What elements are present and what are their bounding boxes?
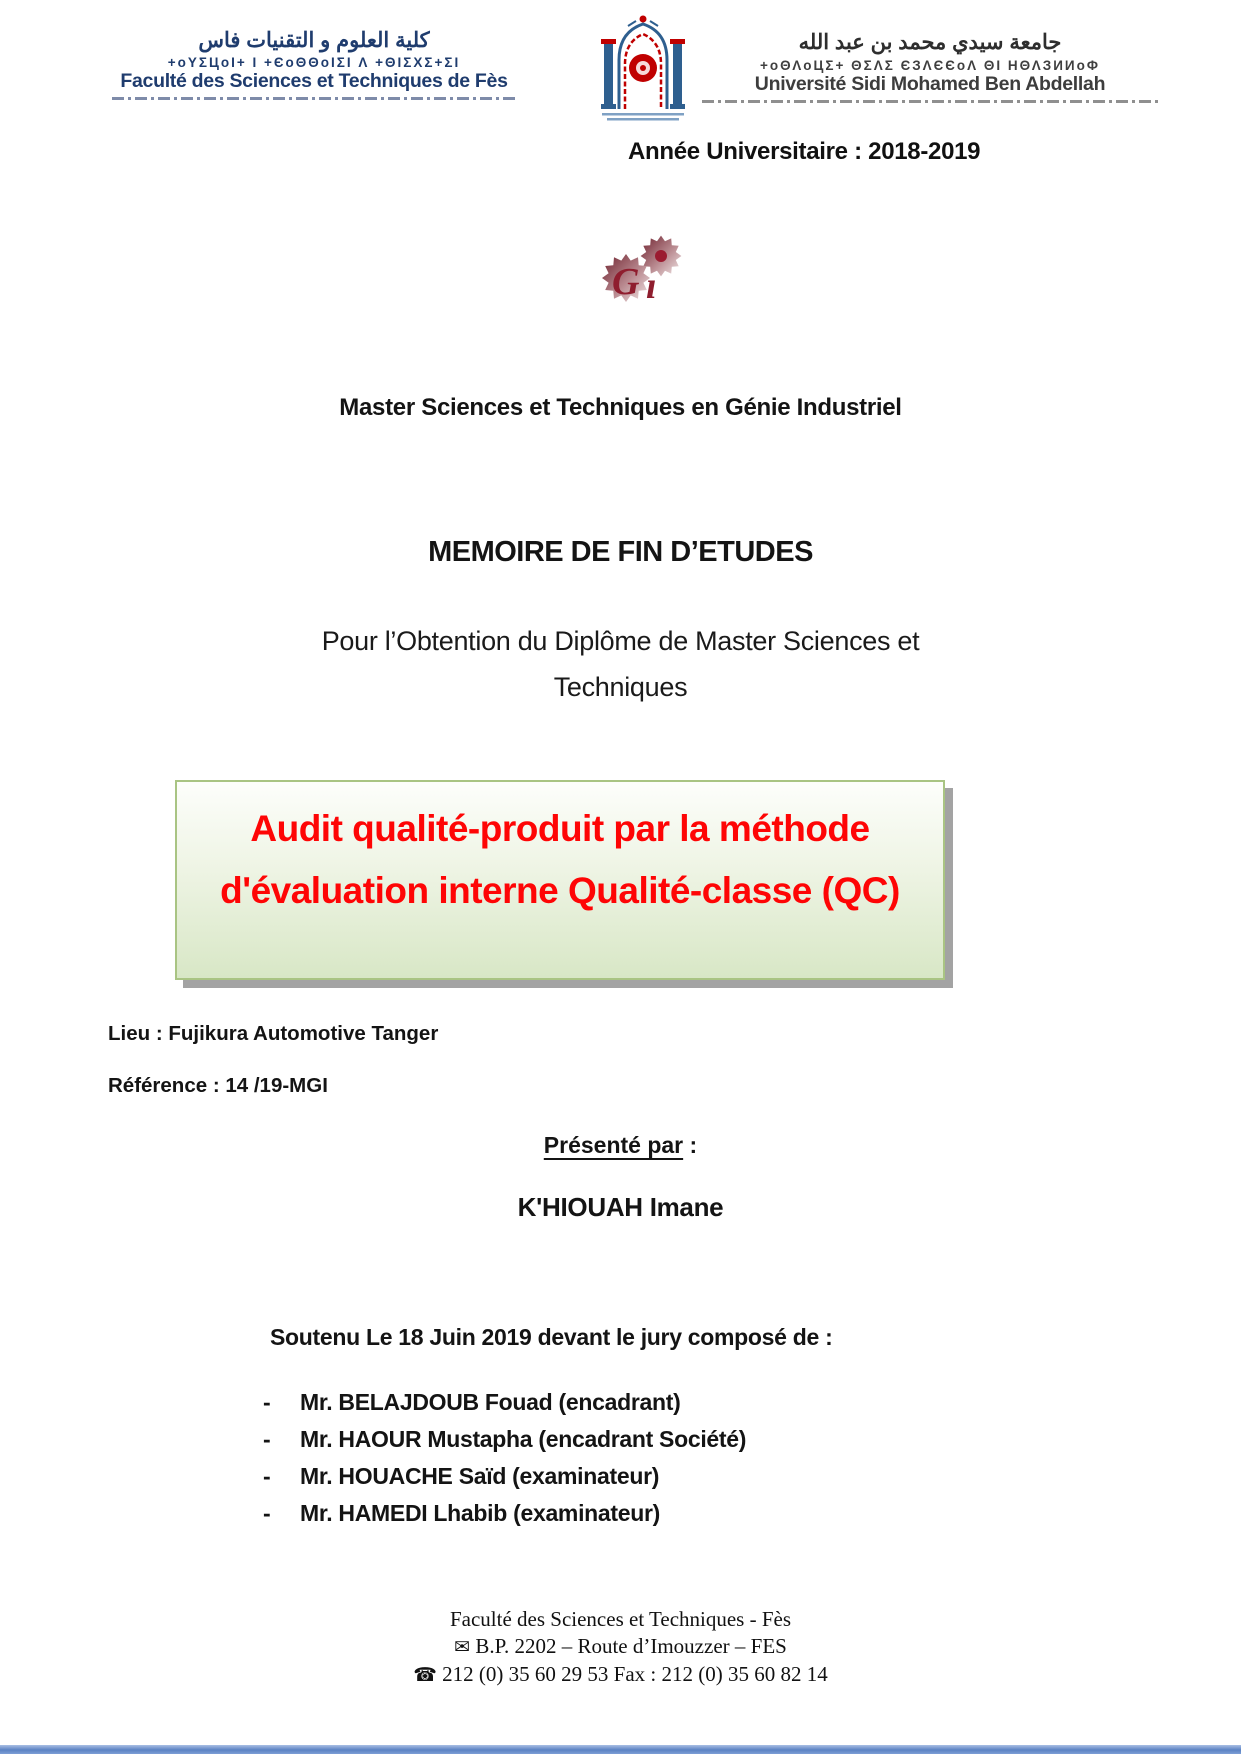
usmba-arabic-name: جامعة سيدي محمد بن عبد الله [798, 31, 1062, 54]
jury-dash: - [263, 1463, 271, 1489]
jury-member [263, 1495, 746, 1532]
usmba-dash-divider [702, 100, 1158, 103]
fst-fes-logo-block [112, 28, 516, 100]
footer-faculty-line: Faculté des Sciences et Techniques - Fès [449, 1607, 792, 1631]
page-footer [0, 1606, 1241, 1689]
location-line: Lieu : Fujikura Automotive Tanger [108, 1022, 439, 1045]
jury-member [263, 1384, 746, 1421]
jury-dash: - [263, 1500, 271, 1526]
jury-dash: - [263, 1426, 271, 1452]
thesis-title-line-2: d'évaluation interne Qualité-classe (QC) [220, 870, 900, 911]
footer-address-text: B.P. 2202 – Route d’Imouzzer – FES [475, 1634, 787, 1658]
fst-french-name: Faculté des Sciences et Techniques de Fès [120, 70, 508, 92]
reference-line: Référence : 14 /19-MGI [108, 1074, 328, 1097]
jury-member-name: Mr. BELAJDOUB Fouad (encadrant) [300, 1389, 681, 1415]
jury-member-name: Mr. HAOUR Mustapha (encadrant Société) [300, 1426, 747, 1452]
usmba-tifinagh-name: +oΘΛoЦΣ+ ΘΣΛΣ ЄЗΛЄЄoΛ ΘІ ΗΘΛЗИИoΦ [760, 58, 1100, 73]
memoire-heading: MEMOIRE DE FIN D’ETUDES [428, 536, 813, 568]
page-bottom-border [0, 1745, 1241, 1754]
gi-letter-i: ı [646, 265, 657, 304]
fst-tifinagh-name: +oYΣЦoІ+ І +ЄoΘΘoІΣІ Λ +ΘІΣXΣ+ΣІ [167, 55, 461, 70]
author-name: K'HIOUAH Imane [517, 1192, 724, 1222]
jury-member-name: Mr. HAMEDI Lhabib (examinateur) [300, 1500, 661, 1526]
thesis-title-line-1: Audit qualité-produit par la méthode [250, 808, 870, 849]
thesis-title-box [175, 780, 945, 980]
fst-arabic-name: كلية العلوم و التقنيات فاس [198, 29, 430, 52]
footer-phone-text: 212 (0) 35 60 29 53 Fax : 212 (0) 35 60 82 14 [442, 1662, 828, 1686]
gi-i-dot [655, 250, 667, 262]
memoire-subtitle [0, 618, 1241, 710]
academic-year: Année Universitaire : 2018-2019 [628, 138, 981, 165]
defense-line: Soutenu Le 18 Juin 2019 devant le jury composé de : [270, 1324, 833, 1350]
presented-by-colon: : [683, 1132, 698, 1158]
jury-dash: - [263, 1389, 271, 1415]
program-title: Master Sciences et Techniques en Génie Industriel [339, 394, 902, 421]
subtitle-line-1: Pour l’Obtention du Diplôme de Master Sciences et [321, 626, 920, 656]
usmba-text-block [702, 30, 1158, 103]
jury-member [263, 1458, 746, 1495]
mail-icon: ✉ [454, 1637, 471, 1658]
footer-phone-line [0, 1661, 1241, 1689]
usmba-french-name: Université Sidi Mohamed Ben Abdellah [754, 73, 1106, 95]
jury-member-name: Mr. HOUACHE Saïd (examinateur) [300, 1463, 660, 1489]
usmba-logo-block [598, 12, 1158, 124]
gi-letter-g: G [612, 261, 640, 303]
presented-by-heading [0, 1132, 1241, 1159]
genie-industriel-logo-icon [594, 232, 694, 304]
jury-list [263, 1384, 746, 1532]
subtitle-line-2: Techniques [553, 672, 688, 702]
fst-dash-divider [112, 97, 516, 100]
usmba-gate-logo-icon [598, 12, 688, 124]
phone-icon: ☎ [413, 1665, 437, 1686]
jury-member [263, 1421, 746, 1458]
presented-by-label: Présenté par [543, 1132, 684, 1158]
footer-address-line [0, 1633, 1241, 1661]
